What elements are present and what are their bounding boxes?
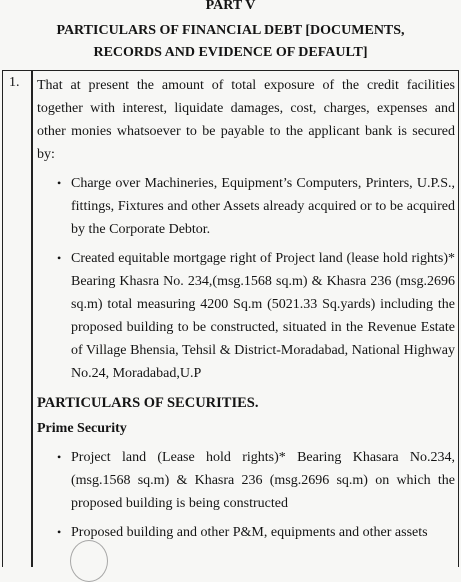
heading-line-1: PARTICULARS OF FINANCIAL DEBT [DOCUMENTS, (56, 23, 405, 38)
bullet-icon: • (57, 525, 62, 539)
intro-paragraph: That at present the amount of total exposure of the credit facilities together with interest, liquidate damages, cost, charges, expenses and other monies whatsoever to be payable to the applicant bank is secured by: (37, 78, 455, 162)
heading-line-2: RECORDS AND EVIDENCE OF DEFAULT] (93, 45, 368, 60)
bullet-item (37, 172, 455, 241)
column-divider (31, 71, 33, 567)
bullet-icon: • (57, 251, 62, 265)
stamp-mark (70, 540, 108, 582)
securities-heading: PARTICULARS OF SECURITIES. (37, 395, 259, 411)
part-title: PART V (205, 0, 256, 13)
bullet-item (37, 247, 455, 385)
row-number: 1. (9, 75, 20, 90)
bullet-item (37, 446, 455, 515)
bullet-text: Proposed building and other P&M, equipments and other assets (71, 525, 428, 540)
bullet-item (37, 521, 455, 544)
bullet-icon: • (57, 450, 62, 464)
bullet-text: Charge over Machineries, Equipment’s Computers, Printers, U.P.S., fittings, Fixtures and other Assets already acquired or to be acquired by the Corporate Debtor. (71, 176, 455, 237)
row-content (37, 71, 455, 544)
bullet-text: Created equitable mortgage right of Project land (lease hold rights)* Bearing Khasra No. 234,(msg.1568 sq.m) & Khasra 236 (msg.2696 sq.m) total measuring 4200 Sq.m (5021.33 Sq.yards) including the proposed building to be constructed, situated in the Revenue Estate of Village Bhensia, Tehsil & District-Moradabad, National Highway No.24, Moradabad,U.P (71, 251, 455, 381)
section-heading (0, 20, 461, 64)
prime-security-heading: Prime Security (37, 421, 127, 436)
particulars-table (2, 70, 459, 567)
bullet-text: Project land (Lease hold rights)* Bearing Khasara No.234,(msg.1568 sq.m) & Khasra 236 (msg.2696 sq.m) on which the proposed building is being constructed (71, 450, 455, 511)
bullet-icon: • (57, 176, 62, 190)
